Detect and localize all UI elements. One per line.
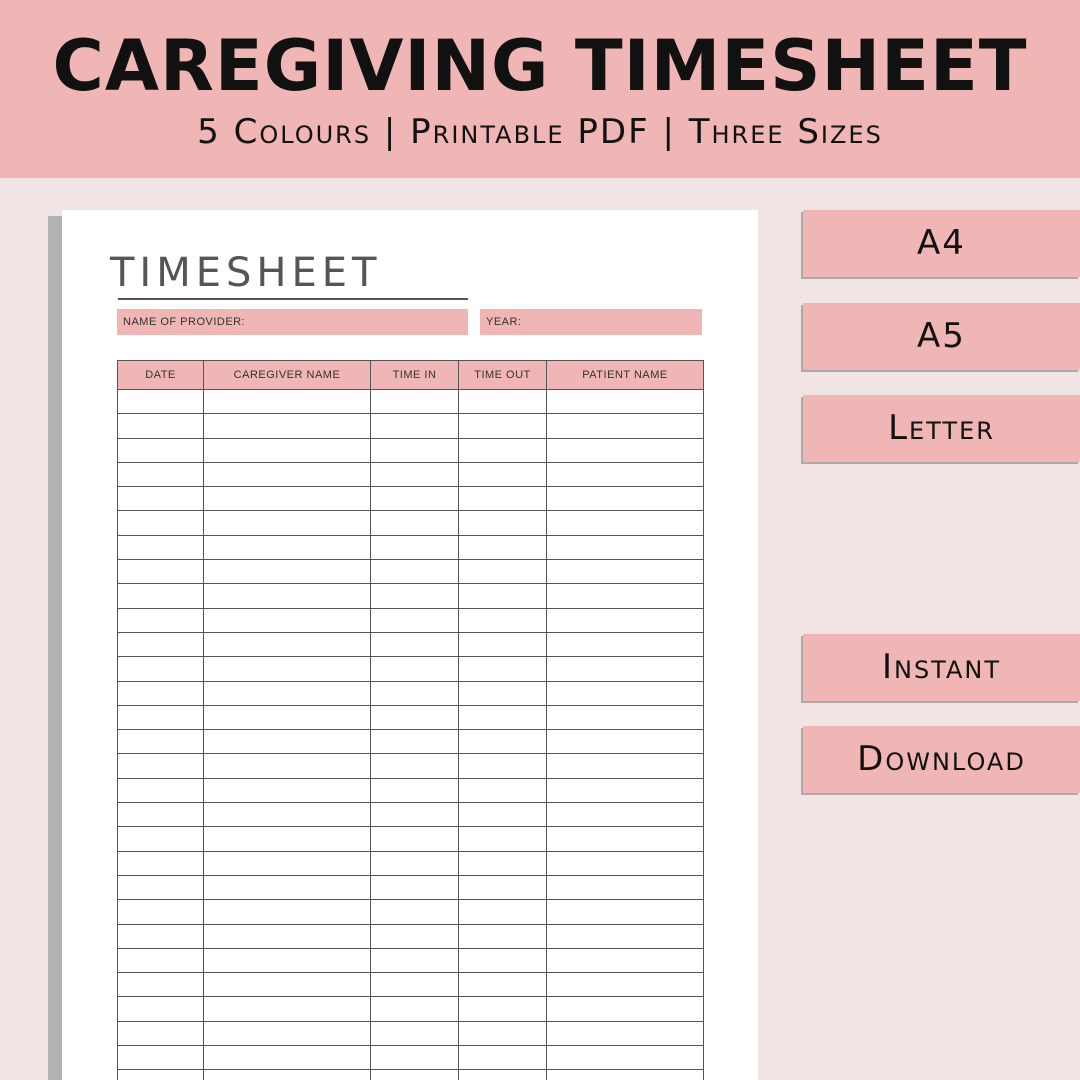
table-cell — [204, 754, 371, 778]
table-cell — [459, 730, 547, 754]
download-tag: Download — [803, 726, 1080, 793]
table-row — [118, 705, 704, 729]
banner-subtitle: 5 Colours | Printable PDF | Three Sizes — [197, 112, 883, 152]
timesheet-table — [117, 360, 704, 1080]
table-row — [118, 1046, 704, 1070]
table-cell — [547, 827, 704, 851]
table-cell — [547, 584, 704, 608]
table-cell — [118, 657, 204, 681]
table-cell — [371, 1046, 459, 1070]
table-cell — [371, 730, 459, 754]
table-cell — [204, 390, 371, 414]
timesheet-page — [62, 210, 758, 1080]
table-cell — [459, 511, 547, 535]
table-cell — [204, 438, 371, 462]
table-cell — [547, 705, 704, 729]
table-row — [118, 924, 704, 948]
table-cell — [204, 462, 371, 486]
table-cell — [371, 462, 459, 486]
table-cell — [371, 803, 459, 827]
table-cell — [204, 778, 371, 802]
table-cell — [118, 827, 204, 851]
table-cell — [118, 438, 204, 462]
table-cell — [204, 730, 371, 754]
table-cell — [459, 414, 547, 438]
table-cell — [118, 414, 204, 438]
table-cell — [371, 1021, 459, 1045]
table-row — [118, 948, 704, 972]
table-cell — [118, 754, 204, 778]
table-cell — [459, 851, 547, 875]
instant-tag: Instant — [803, 634, 1080, 701]
table-cell — [118, 390, 204, 414]
table-cell — [204, 414, 371, 438]
table-cell — [547, 608, 704, 632]
table-cell — [118, 535, 204, 559]
table-cell — [204, 924, 371, 948]
table-body — [118, 390, 704, 1080]
table-cell — [371, 900, 459, 924]
table-cell — [371, 584, 459, 608]
table-cell — [204, 1070, 371, 1080]
table-cell — [204, 827, 371, 851]
table-cell — [118, 924, 204, 948]
table-cell — [371, 560, 459, 584]
paper-shadow — [48, 216, 62, 1080]
header-banner — [0, 0, 1080, 178]
table-row — [118, 535, 704, 559]
table-row — [118, 414, 704, 438]
table-cell — [459, 608, 547, 632]
table-cell — [118, 875, 204, 899]
table-cell — [118, 997, 204, 1021]
table-cell — [547, 657, 704, 681]
table-row — [118, 657, 704, 681]
table-cell — [547, 851, 704, 875]
table-row — [118, 730, 704, 754]
table-row — [118, 778, 704, 802]
size-tag-letter: Letter — [803, 395, 1080, 462]
table-row — [118, 1021, 704, 1045]
sheet-title: TIMESHEET — [110, 250, 382, 296]
table-cell — [204, 705, 371, 729]
table-cell — [204, 632, 371, 656]
table-cell — [118, 632, 204, 656]
table-row — [118, 584, 704, 608]
table-row — [118, 900, 704, 924]
table-cell — [547, 900, 704, 924]
table-row — [118, 875, 704, 899]
table-cell — [459, 657, 547, 681]
table-cell — [459, 973, 547, 997]
table-cell — [371, 487, 459, 511]
table-cell — [371, 778, 459, 802]
table-cell — [371, 827, 459, 851]
table-cell — [547, 487, 704, 511]
table-row — [118, 462, 704, 486]
table-cell — [547, 390, 704, 414]
table-cell — [118, 681, 204, 705]
table-cell — [371, 657, 459, 681]
table-cell — [547, 414, 704, 438]
provider-name-field: NAME OF PROVIDER: — [117, 309, 468, 335]
table-cell — [547, 778, 704, 802]
table-cell — [204, 875, 371, 899]
table-cell — [371, 875, 459, 899]
banner-title: CAREGIVING TIMESHEET — [52, 25, 1028, 107]
table-cell — [371, 632, 459, 656]
table-row — [118, 608, 704, 632]
table-cell — [371, 851, 459, 875]
table-cell — [118, 584, 204, 608]
table-cell — [459, 390, 547, 414]
table-cell — [118, 730, 204, 754]
table-row — [118, 827, 704, 851]
table-cell — [371, 681, 459, 705]
table-cell — [459, 438, 547, 462]
table-cell — [459, 924, 547, 948]
table-cell — [547, 997, 704, 1021]
year-field: YEAR: — [480, 309, 702, 335]
table-cell — [459, 535, 547, 559]
table-cell — [118, 973, 204, 997]
table-cell — [459, 1046, 547, 1070]
table-cell — [118, 462, 204, 486]
table-row — [118, 632, 704, 656]
table-cell — [204, 608, 371, 632]
table-cell — [118, 1021, 204, 1045]
table-cell — [547, 803, 704, 827]
column-header-caregiver-name: CAREGIVER NAME — [204, 361, 371, 390]
table-cell — [371, 997, 459, 1021]
table-cell — [204, 948, 371, 972]
table-row — [118, 390, 704, 414]
table-cell — [371, 390, 459, 414]
table-cell — [118, 900, 204, 924]
table-cell — [371, 1070, 459, 1080]
table-cell — [118, 511, 204, 535]
table-cell — [204, 997, 371, 1021]
table-cell — [204, 657, 371, 681]
table-cell — [547, 924, 704, 948]
table-cell — [547, 1046, 704, 1070]
table-cell — [204, 511, 371, 535]
table-cell — [459, 560, 547, 584]
table-cell — [204, 1046, 371, 1070]
table-cell — [459, 705, 547, 729]
table-cell — [204, 560, 371, 584]
table-row — [118, 754, 704, 778]
table-cell — [118, 1046, 204, 1070]
table-cell — [547, 681, 704, 705]
table-cell — [547, 560, 704, 584]
column-header-time-out: TIME OUT — [459, 361, 547, 390]
table-cell — [204, 584, 371, 608]
table-cell — [547, 511, 704, 535]
title-underline — [118, 298, 468, 300]
table-row — [118, 803, 704, 827]
table-cell — [204, 487, 371, 511]
table-cell — [118, 608, 204, 632]
table-cell — [204, 851, 371, 875]
table-cell — [547, 754, 704, 778]
table-cell — [547, 730, 704, 754]
table-row — [118, 997, 704, 1021]
table-cell — [371, 414, 459, 438]
table-row — [118, 438, 704, 462]
table-row — [118, 511, 704, 535]
table-cell — [459, 827, 547, 851]
table-cell — [118, 1070, 204, 1080]
table-row — [118, 681, 704, 705]
table-cell — [459, 1021, 547, 1045]
table-cell — [547, 875, 704, 899]
table-cell — [371, 511, 459, 535]
table-cell — [371, 973, 459, 997]
table-cell — [204, 535, 371, 559]
size-tag-a5: A5 — [803, 303, 1080, 370]
table-cell — [547, 632, 704, 656]
table-cell — [118, 948, 204, 972]
table-cell — [204, 681, 371, 705]
column-header-time-in: TIME IN — [371, 361, 459, 390]
table-cell — [371, 438, 459, 462]
table-cell — [204, 973, 371, 997]
table-cell — [371, 535, 459, 559]
table-cell — [459, 754, 547, 778]
table-cell — [459, 778, 547, 802]
table-cell — [547, 973, 704, 997]
column-header-date: DATE — [118, 361, 204, 390]
table-header-row — [118, 361, 704, 390]
table-cell — [459, 948, 547, 972]
table-cell — [459, 997, 547, 1021]
table-cell — [459, 803, 547, 827]
table-cell — [547, 462, 704, 486]
size-tag-a4: A4 — [803, 210, 1080, 277]
table-cell — [459, 462, 547, 486]
table-row — [118, 487, 704, 511]
table-row — [118, 973, 704, 997]
table-cell — [371, 608, 459, 632]
table-cell — [547, 535, 704, 559]
table-cell — [204, 1021, 371, 1045]
table-cell — [118, 778, 204, 802]
table-row — [118, 560, 704, 584]
table-cell — [459, 487, 547, 511]
table-cell — [459, 584, 547, 608]
table-cell — [459, 681, 547, 705]
table-cell — [118, 560, 204, 584]
table-cell — [459, 1070, 547, 1080]
table-cell — [118, 851, 204, 875]
table-cell — [459, 875, 547, 899]
table-cell — [459, 632, 547, 656]
table-cell — [371, 924, 459, 948]
table-cell — [547, 438, 704, 462]
table-cell — [371, 948, 459, 972]
table-cell — [371, 754, 459, 778]
table-cell — [118, 705, 204, 729]
table-cell — [204, 900, 371, 924]
column-header-patient-name: PATIENT NAME — [547, 361, 704, 390]
table-row — [118, 1070, 704, 1080]
table-row — [118, 851, 704, 875]
table-cell — [118, 803, 204, 827]
table-cell — [204, 803, 371, 827]
table-cell — [547, 1021, 704, 1045]
table-cell — [547, 1070, 704, 1080]
table-cell — [547, 948, 704, 972]
table-cell — [118, 487, 204, 511]
table-cell — [459, 900, 547, 924]
table-cell — [371, 705, 459, 729]
